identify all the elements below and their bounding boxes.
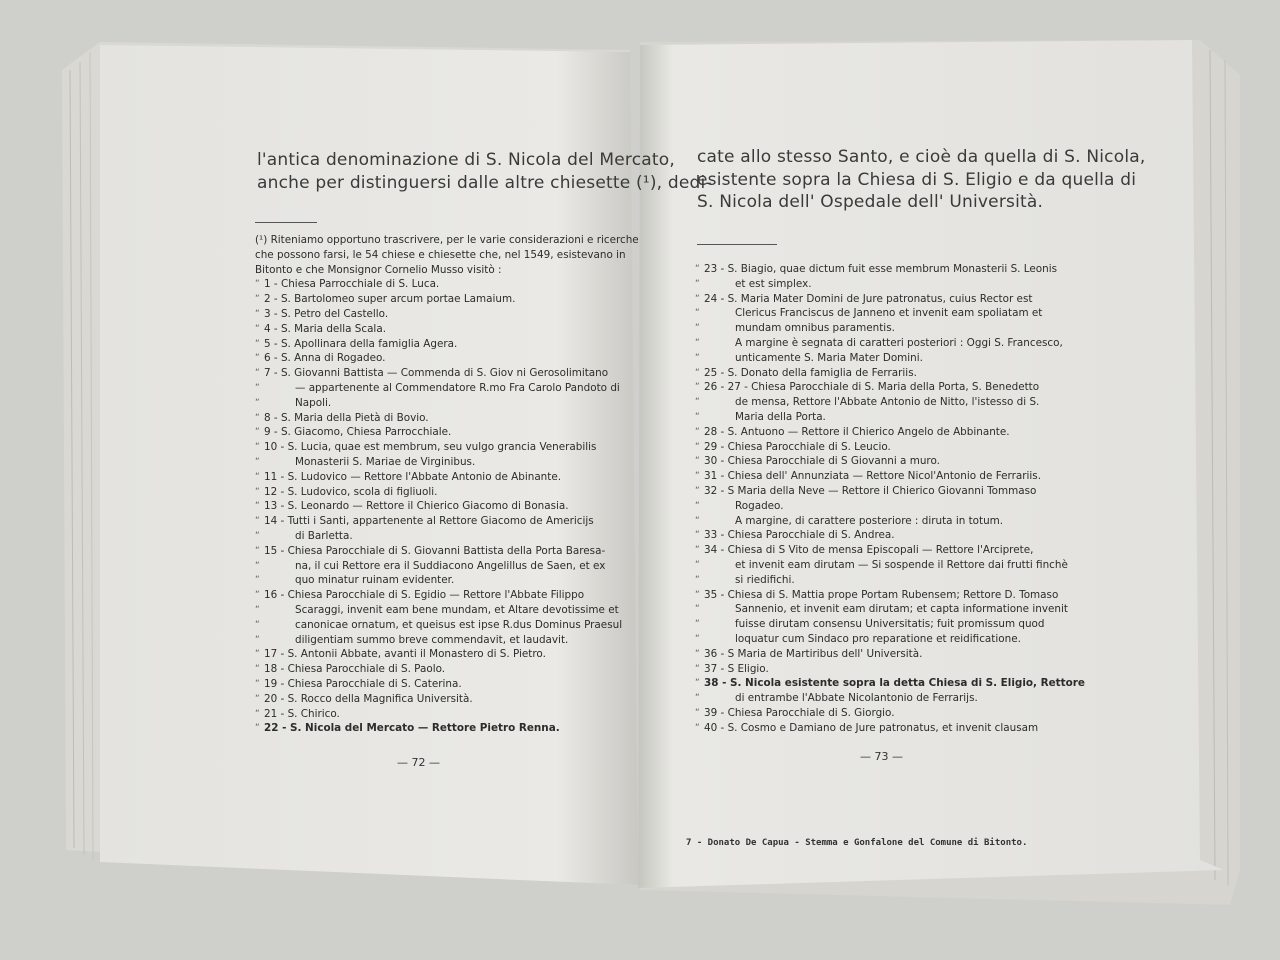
footnote-text: 9 - S. Giacomo, Chiesa Parrocchiale. bbox=[264, 426, 452, 439]
ditto-mark: “ bbox=[255, 530, 260, 541]
footnote-text: mundam omnibus paramentis. bbox=[735, 322, 895, 335]
footnote-text: et invenit eam dirutam — Si sospende il Rettore dai frutti finchè bbox=[735, 558, 1068, 571]
footnote-text: 16 - Chiesa Parocchiale di S. Egidio — Rettore l'Abbate Filippo bbox=[264, 589, 585, 602]
ditto-mark: “ bbox=[695, 515, 700, 526]
footnote-text: 14 - Tutti i Santi, appartenente al Rettore Giacomo de Americijs bbox=[264, 515, 594, 528]
footnote-text: si riedifichi. bbox=[735, 573, 795, 586]
footnote-text: 31 - Chiesa dell' Annunziata — Rettore Nicol'Antonio de Ferrariis. bbox=[704, 470, 1041, 483]
footnote-text: 39 - Chiesa Parocchiale di S. Giorgio. bbox=[704, 706, 895, 719]
ditto-mark: “ bbox=[255, 486, 260, 497]
footnote-text: 24 - S. Maria Mater Domini de Jure patronatus, cuius Rector est bbox=[704, 292, 1033, 305]
ditto-mark: “ bbox=[255, 456, 260, 467]
ditto-mark: “ bbox=[695, 693, 700, 704]
ditto-mark: “ bbox=[255, 664, 260, 675]
heading-line: l'antica denominazione di S. Nicola del Mercato, bbox=[257, 150, 675, 170]
footnote-text: 38 - S. Nicola esistente sopra la detta Chiesa di S. Eligio, Rettore bbox=[704, 677, 1085, 690]
ditto-mark: “ bbox=[695, 648, 700, 659]
footnote-text: 37 - S Eligio. bbox=[704, 662, 769, 675]
ditto-mark: “ bbox=[695, 619, 700, 630]
footnote-text: (¹) Riteniamo opportuno trascrivere, per le varie considerazioni e ricerche bbox=[255, 234, 639, 246]
left-page-number: — 72 — bbox=[397, 756, 440, 769]
footnote-text: 4 - S. Maria della Scala. bbox=[264, 322, 386, 335]
plate-caption: 7 - Donato De Capua - Stemma e Gonfalone del Comune di Bitonto. bbox=[686, 838, 1028, 848]
footnote-text: 25 - S. Donato della famiglia de Ferrariis. bbox=[704, 366, 917, 379]
footnote-text: A margine è segnata di caratteri posteriori : Oggi S. Francesco, bbox=[735, 336, 1063, 349]
ditto-mark: “ bbox=[695, 382, 700, 393]
footnote-text: 34 - Chiesa di S Vito de mensa Episcopali — Rettore l'Arciprete, bbox=[704, 544, 1034, 557]
footnote-text: Maria della Porta. bbox=[735, 410, 826, 423]
footnote-text: 6 - S. Anna di Rogadeo. bbox=[264, 352, 386, 365]
ditto-mark: “ bbox=[695, 633, 700, 644]
footnote-divider bbox=[255, 222, 317, 223]
ditto-mark: “ bbox=[695, 485, 700, 496]
footnote-text: na, il cui Rettore era il Suddiacono Angelillus de Saen, et ex bbox=[295, 559, 606, 572]
footnote-text: 1 - Chiesa Parrocchiale di S. Luca. bbox=[264, 278, 440, 291]
footnote-text: 29 - Chiesa Parocchiale di S. Leucio. bbox=[704, 440, 891, 453]
ditto-mark: “ bbox=[255, 323, 260, 334]
footnote-text: 8 - S. Maria della Pietà di Bovio. bbox=[264, 411, 429, 424]
right-page-heading bbox=[697, 146, 1145, 214]
ditto-mark: “ bbox=[255, 382, 260, 393]
footnote-text: diligentiam summo breve commendavit, et laudavit. bbox=[295, 633, 569, 646]
footnote-text: 22 - S. Nicola del Mercato — Rettore Pietro Renna. bbox=[264, 722, 560, 735]
footnote-text: 23 - S. Biagio, quae dictum fuit esse membrum Monasterii S. Leonis bbox=[704, 263, 1058, 275]
footnote-text: 21 - S. Chirico. bbox=[264, 707, 340, 720]
ditto-mark: “ bbox=[695, 411, 700, 422]
footnote-text: 40 - S. Cosmo e Damiano de Jure patronatus, et invenit clausam bbox=[704, 721, 1039, 734]
ditto-mark: “ bbox=[695, 323, 700, 334]
footnote-text: 17 - S. Antonii Abbate, avanti il Monastero di S. Pietro. bbox=[264, 648, 546, 661]
ditto-mark: “ bbox=[695, 500, 700, 511]
ditto-mark: “ bbox=[695, 678, 700, 689]
ditto-mark: “ bbox=[255, 397, 260, 408]
ditto-mark: “ bbox=[695, 707, 700, 718]
footnote-text: 10 - S. Lucia, quae est membrum, seu vulgo grancia Venerabilis bbox=[264, 441, 597, 454]
ditto-mark: “ bbox=[255, 634, 260, 645]
footnote-text: 19 - Chiesa Parocchiale di S. Caterina. bbox=[264, 677, 462, 690]
footnote-text: 2 - S. Bartolomeo super arcum portae Lamaium. bbox=[264, 293, 516, 306]
ditto-mark: “ bbox=[695, 559, 700, 570]
ditto-mark: “ bbox=[695, 441, 700, 452]
ditto-mark: “ bbox=[695, 278, 700, 289]
ditto-mark: “ bbox=[695, 545, 700, 556]
ditto-mark: “ bbox=[255, 590, 260, 601]
footnote-text: fuisse dirutam consensu Universitatis; fuit promissum quod bbox=[735, 618, 1045, 631]
ditto-mark: “ bbox=[255, 516, 260, 527]
footnote-text: Bitonto e che Monsignor Cornelio Musso visitò : bbox=[255, 263, 502, 276]
ditto-mark: “ bbox=[695, 722, 700, 733]
footnote-text: 3 - S. Petro del Castello. bbox=[264, 307, 389, 320]
ditto-mark: “ bbox=[255, 649, 260, 660]
footnote-text: 15 - Chiesa Parocchiale di S. Giovanni Battista della Porta Baresa- bbox=[264, 544, 606, 557]
footnote-text: Clericus Franciscus de Janneno et invenit eam spoliatam et bbox=[735, 307, 1043, 320]
footnote-text: 33 - Chiesa Parocchiale di S. Andrea. bbox=[704, 529, 895, 542]
footnote-text: 30 - Chiesa Parocchiale di S Giovanni a muro. bbox=[704, 455, 940, 468]
ditto-mark: “ bbox=[255, 294, 260, 305]
ditto-mark: “ bbox=[695, 426, 700, 437]
ditto-mark: “ bbox=[255, 308, 260, 319]
ditto-mark: “ bbox=[255, 619, 260, 630]
ditto-mark: “ bbox=[255, 678, 260, 689]
ditto-mark: “ bbox=[255, 708, 260, 719]
ditto-mark: “ bbox=[255, 575, 260, 586]
footnote-text: 11 - S. Ludovico — Rettore l'Abbate Antonio de Abinante. bbox=[264, 470, 562, 483]
ditto-mark: “ bbox=[255, 693, 260, 704]
heading-line: esistente sopra la Chiesa di S. Eligio e da quella di bbox=[697, 169, 1137, 190]
footnote-text: 36 - S Maria de Martiribus dell' Università. bbox=[704, 647, 923, 660]
footnote-text: canonicae ornatum, et queisus est ipse R.dus Dominus Praesul bbox=[295, 618, 623, 631]
ditto-mark: “ bbox=[695, 264, 700, 274]
footnote-text: 26 - 27 - Chiesa Parocchiale di S. Maria della Porta, S. Benedetto bbox=[704, 381, 1040, 394]
ditto-mark: “ bbox=[695, 471, 700, 482]
footnote-text: et est simplex. bbox=[735, 277, 812, 290]
ditto-mark: “ bbox=[255, 471, 260, 482]
footnote-text: quo minatur ruinam evidenter. bbox=[295, 574, 455, 587]
ditto-mark: “ bbox=[255, 723, 260, 734]
footnote-text: de mensa, Rettore l'Abbate Antonio de Nitto, l'istesso di S. bbox=[735, 396, 1040, 409]
footnote-text: 18 - Chiesa Parocchiale di S. Paolo. bbox=[264, 663, 446, 676]
heading-line: S. Nicola dell' Ospedale dell' Università. bbox=[697, 192, 1044, 212]
footnote-text: Scaraggi, invenit eam bene mundam, et Altare devotissime et bbox=[295, 603, 619, 616]
ditto-mark: “ bbox=[255, 412, 260, 423]
ditto-mark: “ bbox=[695, 337, 700, 348]
footnote-text: — appartenente al Commendatore R.mo Fra Carolo Pandoto di bbox=[295, 381, 620, 394]
footnote-text: 35 - Chiesa di S. Mattia prope Portam Rubensem; Rettore D. Tomaso bbox=[704, 588, 1059, 601]
footnote-text: 7 - S. Giovanni Battista — Commenda di S. Giov ni Gerosolimitano bbox=[264, 367, 609, 380]
ditto-mark: “ bbox=[695, 574, 700, 585]
ditto-mark: “ bbox=[255, 368, 260, 379]
ditto-mark: “ bbox=[255, 604, 260, 615]
footnote-text: 20 - S. Rocco della Magnifica Università. bbox=[264, 692, 473, 705]
ditto-mark: “ bbox=[695, 367, 700, 378]
footnote-text: Rogadeo. bbox=[735, 499, 784, 512]
right-page-number: — 73 — bbox=[860, 750, 903, 763]
footnote-text: di entrambe l'Abbate Nicolantonio de Ferrarijs. bbox=[735, 692, 978, 705]
ditto-mark: “ bbox=[695, 663, 700, 674]
ditto-mark: “ bbox=[255, 545, 260, 556]
ditto-mark: “ bbox=[255, 560, 260, 571]
footnote-text: A margine, di carattere posteriore : diruta in totum. bbox=[735, 514, 1004, 527]
footnote-text: Monasterii S. Mariae de Virginibus. bbox=[295, 455, 476, 468]
ditto-mark: “ bbox=[255, 442, 260, 453]
ditto-mark: “ bbox=[255, 279, 260, 290]
ditto-mark: “ bbox=[255, 353, 260, 364]
footnote-text: unticamente S. Maria Mater Domini. bbox=[735, 351, 923, 364]
ditto-mark: “ bbox=[695, 397, 700, 408]
ditto-mark: “ bbox=[695, 456, 700, 467]
footnote-text: loquatur cum Sindaco pro reparatione et reidificatione. bbox=[735, 632, 1021, 645]
ditto-mark: “ bbox=[695, 293, 700, 304]
ditto-mark: “ bbox=[695, 308, 700, 319]
footnote-divider bbox=[697, 244, 777, 245]
heading-line: anche per distinguersi dalle altre chiesette (¹), dedi- bbox=[257, 172, 712, 193]
footnote-text: che possono farsi, le 54 chiese e chiesette che, nel 1549, esistevano in bbox=[255, 248, 626, 261]
ditto-mark: “ bbox=[255, 427, 260, 438]
footnote-text: 12 - S. Ludovico, scola di figliuoli. bbox=[264, 485, 438, 498]
footnote-text: 5 - S. Apollinara della famiglia Agera. bbox=[264, 337, 458, 350]
left-page-heading bbox=[257, 149, 712, 194]
footnote-text: 32 - S Maria della Neve — Rettore il Chierico Giovanni Tommaso bbox=[704, 484, 1037, 497]
footnote-text: Sannenio, et invenit eam dirutam; et capta informatione invenit bbox=[735, 603, 1068, 616]
ditto-mark: “ bbox=[695, 352, 700, 363]
ditto-mark: “ bbox=[695, 604, 700, 615]
footnote-text: 13 - S. Leonardo — Rettore il Chierico Giacomo di Bonasia. bbox=[264, 500, 569, 513]
heading-line: cate allo stesso Santo, e cioè da quella di S. Nicola, bbox=[697, 147, 1146, 167]
ditto-mark: “ bbox=[255, 501, 260, 512]
footnote-text: 28 - S. Antuono — Rettore il Chierico Angelo de Abbinante. bbox=[704, 425, 1010, 438]
ditto-mark: “ bbox=[695, 589, 700, 600]
footnote-text: Napoli. bbox=[295, 396, 332, 409]
ditto-mark: “ bbox=[695, 530, 700, 541]
ditto-mark: “ bbox=[255, 338, 260, 349]
footnote-text: di Barletta. bbox=[295, 529, 353, 542]
